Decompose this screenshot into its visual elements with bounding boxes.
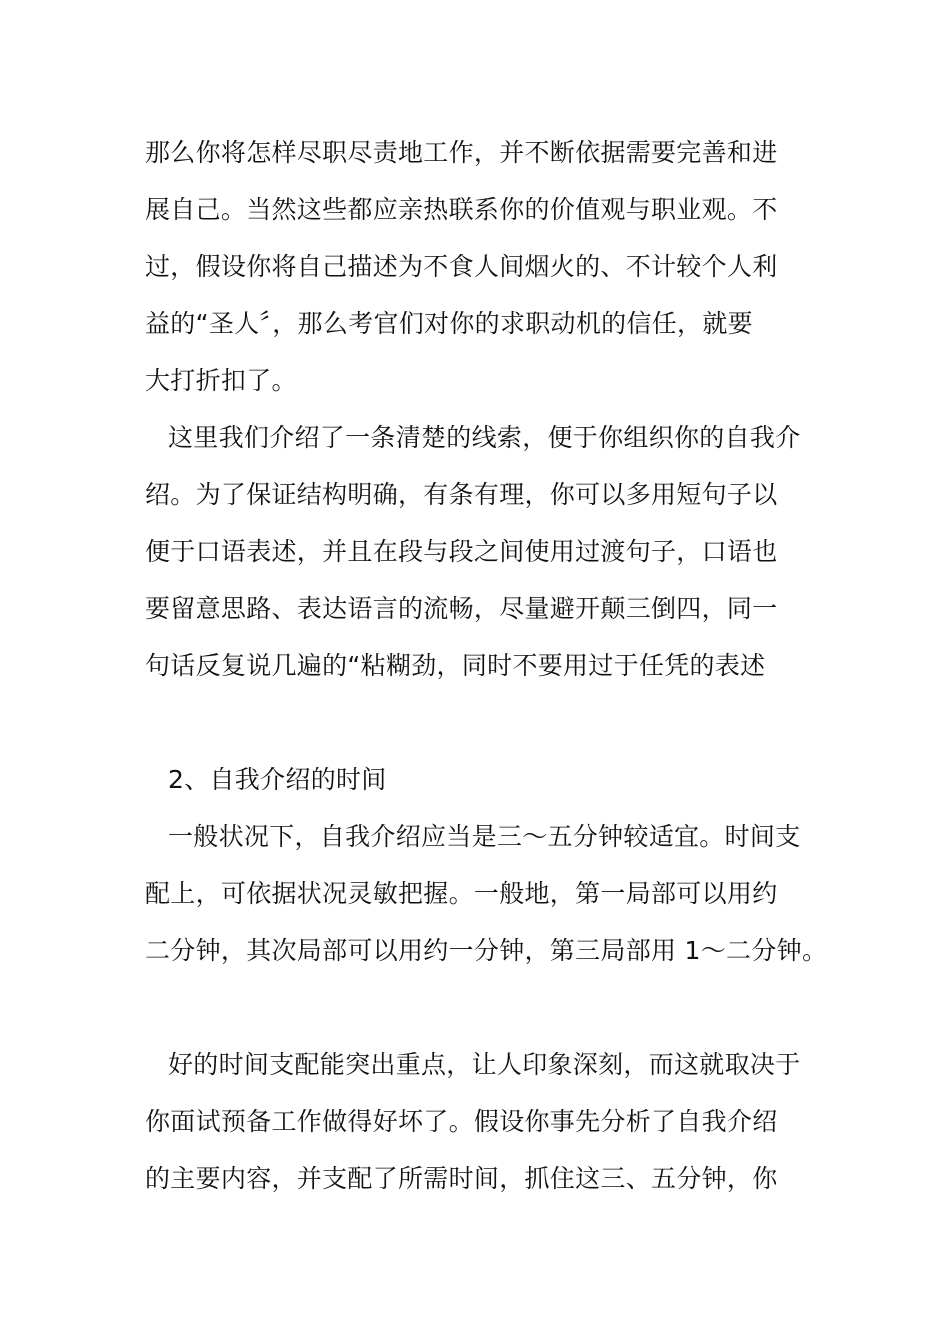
section-heading: 2、自我介绍的时间 (168, 765, 387, 794)
text-line: 益的“圣人〞，那么考官们对你的求职动机的信任，就要 (145, 309, 753, 338)
text-line: 你面试预备工作做得好坏了。假设你事先分析了自我介绍 (145, 1107, 778, 1136)
text-line: 好的时间支配能突出重点，让人印象深刻，而这就取决于 (168, 1050, 801, 1079)
text-line: 这里我们介绍了一条清楚的线索，便于你组织你的自我介 (168, 423, 801, 452)
text-line: 要留意思路、表达语言的流畅，尽量避开颠三倒四，同一 (145, 594, 778, 623)
text-line: 那么你将怎样尽职尽责地工作，并不断依据需要完善和进 (145, 138, 778, 167)
text-line: 的主要内容，并支配了所需时间，抓住这三、五分钟，你 (145, 1164, 778, 1193)
text-line: 二分钟，其次局部可以用约一分钟，第三局部用 1～二分钟。 (145, 936, 828, 965)
text-line: 绍。为了保证结构明确，有条有理，你可以多用短句子以 (145, 480, 778, 509)
text-line: 句话反复说几遍的“粘糊劲，同时不要用过于任凭的表述 (145, 651, 766, 680)
text-line: 便于口语表述，并且在段与段之间使用过渡句子，口语也 (145, 537, 778, 566)
text-line: 大打折扣了。 (145, 366, 297, 395)
text-line: 一般状况下，自我介绍应当是三～五分钟较适宜。时间支 (168, 822, 801, 851)
text-line: 配上，可依据状况灵敏把握。一般地，第一局部可以用约 (145, 879, 778, 908)
text-line: 过，假设你将自己描述为不食人间烟火的、不计较个人利 (145, 252, 778, 281)
text-line: 展自己。当然这些都应亲热联系你的价值观与职业观。不 (145, 195, 778, 224)
